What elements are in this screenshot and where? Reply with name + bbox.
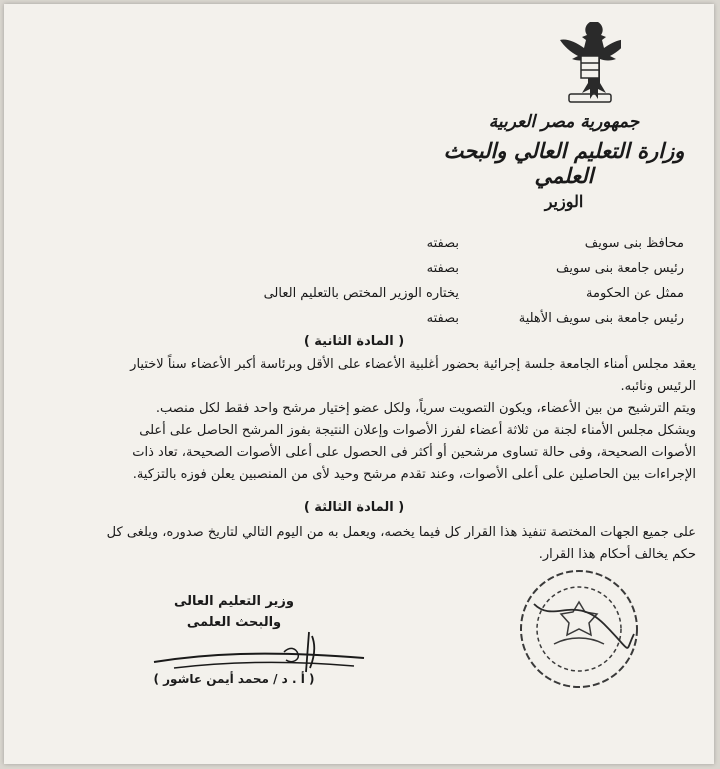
- article-2-title: ( المادة الثانية ): [303, 334, 405, 349]
- ministry-seal-icon: [514, 564, 644, 694]
- signatory-title-2: والبحث العلمى: [186, 615, 282, 630]
- paragraph-line: الأصوات الصحيحة، وفى حالة تساوى مرشحين أو أكثر فى الحصول على أعلى الأصوات الصحيحة، تعاد ذات: [132, 445, 696, 460]
- signatory-title: وزير التعليم العالى: [174, 594, 294, 609]
- addressee-capacity: بصفته: [426, 236, 459, 251]
- addressee-capacity: بصفته: [426, 311, 459, 326]
- document-page: [4, 4, 714, 764]
- addressee-role: رئيس جامعة بنى سويف الأهلية: [518, 311, 684, 326]
- addressee-role: رئيس جامعة بنى سويف: [555, 261, 684, 276]
- article-3-body: [36, 522, 696, 566]
- paragraph-line: يعقد مجلس أمناء الجامعة جلسة إجرائية بحضور أغلبية الأعضاء على الأقل وبرئاسة أكبر الأعضاء سناً لاختيار: [130, 357, 696, 372]
- minister-label: الوزير: [544, 192, 584, 211]
- addressee-capacity: بصفته: [426, 261, 459, 276]
- ministry-name: وزارة التعليم العالي والبحث العلمي: [443, 138, 685, 188]
- addressee-role: محافظ بنى سويف: [584, 236, 684, 251]
- article-2-body: [36, 354, 696, 486]
- signatory-name: ( أ . د / محمد أيمن عاشور ): [153, 672, 315, 686]
- eagle-emblem-icon: [559, 18, 621, 110]
- article-3-title: ( المادة الثالثة ): [303, 500, 405, 515]
- addressee-capacity: يختاره الوزير المختص بالتعليم العالى: [263, 286, 459, 301]
- paragraph-line: الإجراءات بين الحاصلين على أعلى الأصوات، وعند تقدم مرشح وحيد لأى من المنصبين يعلن فوزه بالتزكية.: [132, 467, 696, 482]
- paragraph-line: حكم يخالف أحكام هذا القرار.: [538, 547, 696, 562]
- republic-name: جمهورية مصر العربية: [488, 112, 640, 132]
- paragraph-line: على جميع الجهات المختصة تنفيذ هذا القرار كل فيما يخصه، ويعمل به من اليوم التالي لتاريخ صدوره، ويلغى كل: [106, 525, 696, 540]
- letterhead: [434, 112, 694, 211]
- paragraph-line: الرئيس ونائبه.: [620, 379, 696, 394]
- paragraph-line: ويشكل مجلس الأمناء لجنة من ثلاثة أعضاء لفرز الأصوات وإعلان النتيجة بفوز المرشح الحاصل على أعلى: [139, 423, 696, 438]
- paragraph-line: ويتم الترشيح من بين الأعضاء، ويكون التصويت سرياً، ولكل عضو إختيار مرشح واحد فقط لكل منصب.: [155, 401, 696, 416]
- addressee-role: ممثل عن الحكومة: [586, 286, 684, 301]
